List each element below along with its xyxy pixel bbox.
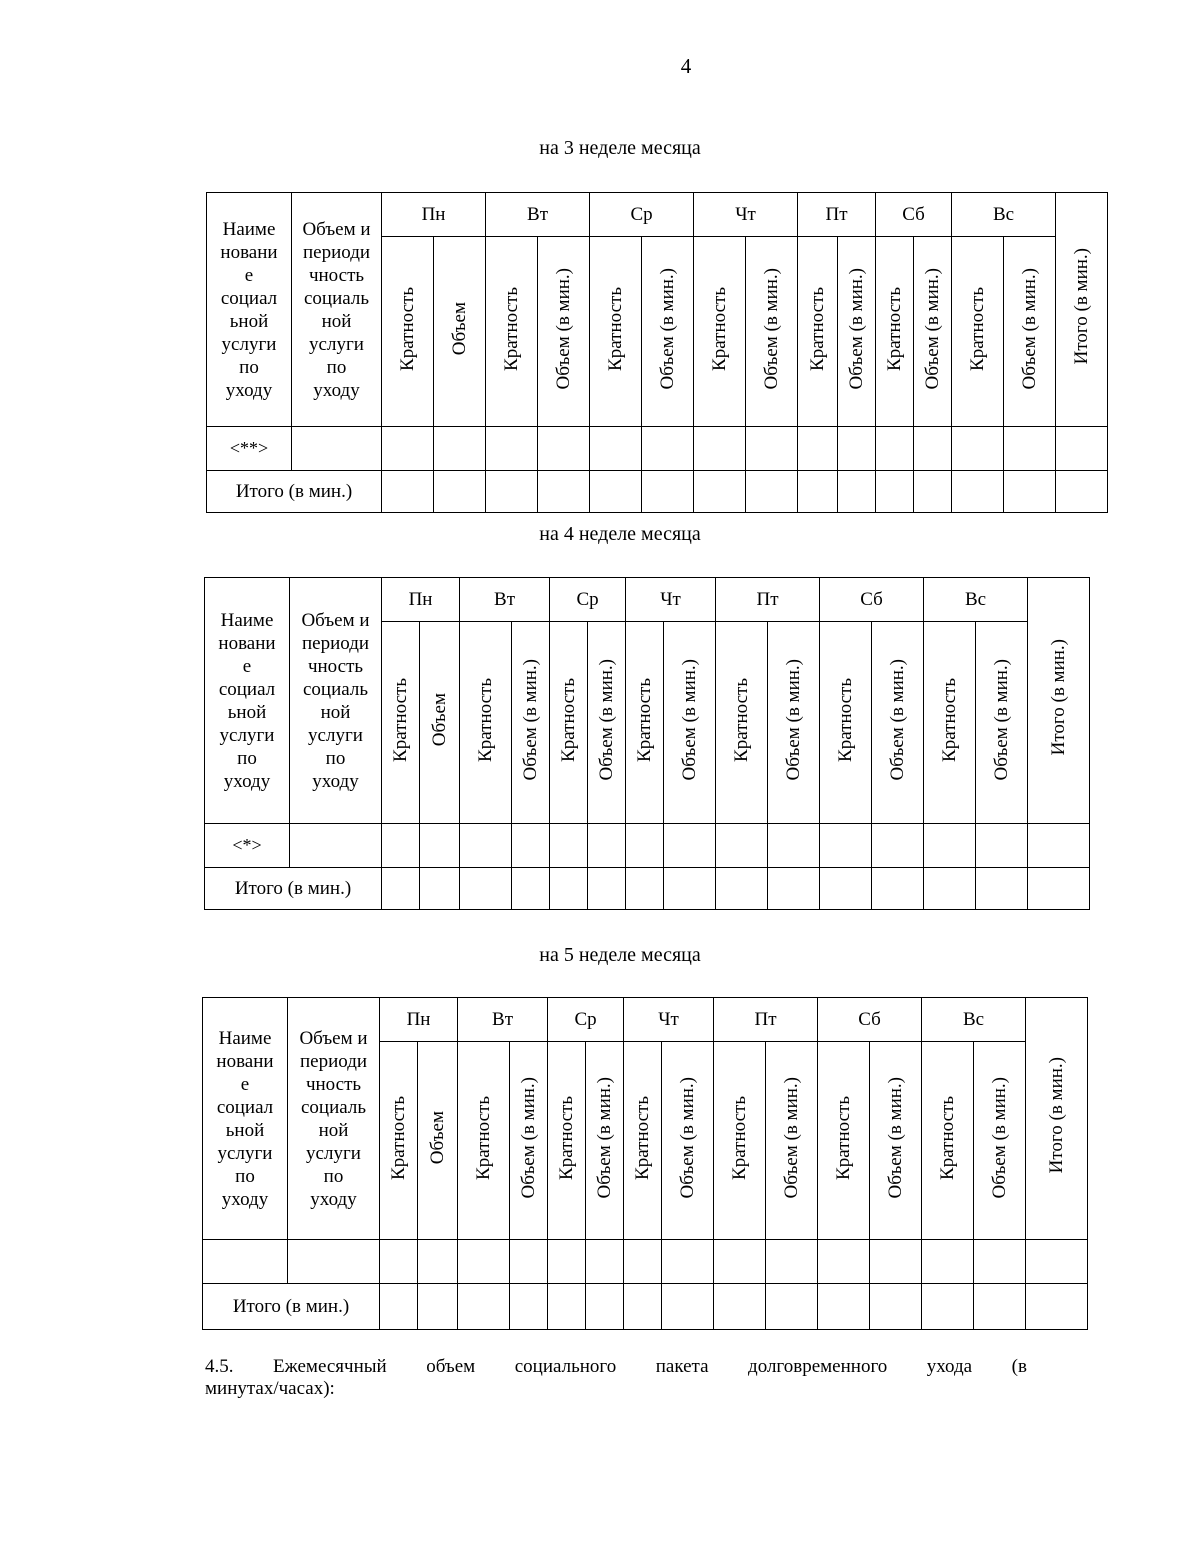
service-name-cell (203, 1240, 288, 1284)
subheader-volume (662, 1042, 714, 1240)
vertical-header-text: Кратность (938, 677, 960, 762)
subheader-frequency (798, 237, 838, 427)
header-text-line: чность (307, 655, 364, 677)
empty-cell (694, 427, 746, 471)
day-header: Вт (486, 193, 590, 237)
empty-cell (418, 1284, 458, 1330)
empty-cell (914, 471, 952, 513)
empty-cell (876, 471, 914, 513)
para-word: объем (426, 1356, 476, 1377)
subheader-volume (588, 622, 626, 824)
vertical-header-text: Кратность (555, 1095, 577, 1180)
service-row (203, 1240, 1088, 1284)
day-header: Чт (626, 578, 716, 622)
vertical-header-text: Объем (в мин.) (780, 1076, 802, 1199)
header-text-line: ной (320, 701, 351, 723)
empty-cell (820, 824, 872, 868)
empty-cell (768, 824, 820, 868)
subheader-volume (510, 1042, 548, 1240)
schedule-table-week-4 (204, 577, 1090, 910)
service-name-cell: <*> (205, 824, 290, 868)
vertical-header-text: Объем (в мин.) (884, 1076, 906, 1199)
empty-cell (664, 824, 716, 868)
empty-cell (380, 1284, 418, 1330)
subheader-volume (586, 1042, 624, 1240)
empty-cell (798, 471, 838, 513)
day-header: Ср (548, 998, 624, 1042)
empty-cell (434, 471, 486, 513)
para-word: пакета (655, 1356, 709, 1377)
vertical-header-text: Объем (в мин.) (760, 267, 782, 390)
day-header: Пн (380, 998, 458, 1042)
column-header-service-name (207, 193, 292, 427)
empty-cell (624, 1284, 662, 1330)
subheader-frequency (922, 1042, 974, 1240)
header-text-line: новани (220, 241, 278, 263)
empty-cell (1004, 471, 1056, 513)
empty-cell (588, 868, 626, 910)
empty-cell (820, 868, 872, 910)
week-3-title: на 3 неделе месяца (539, 137, 701, 159)
subheader-frequency (460, 622, 512, 824)
header-text-line: Объем и (299, 1027, 368, 1049)
subheader-volume (418, 1042, 458, 1240)
empty-cell (458, 1240, 510, 1284)
vertical-header-text: Кратность (474, 677, 496, 762)
day-header: Пт (798, 193, 876, 237)
paragraph-line-1 (205, 1356, 1027, 1378)
header-text-line: по (323, 1165, 344, 1187)
vertical-header-text: Объем (в мин.) (593, 1076, 615, 1199)
vertical-header-text: Итого (в мин.) (1047, 639, 1069, 756)
empty-cell (818, 1240, 870, 1284)
subheader-volume (914, 237, 952, 427)
empty-cell (924, 868, 976, 910)
empty-cell (538, 471, 590, 513)
empty-cell (382, 868, 420, 910)
column-header-volume-periodicity (290, 578, 382, 824)
day-header: Вт (458, 998, 548, 1042)
subheader-frequency (924, 622, 976, 824)
header-row-days (207, 193, 1108, 237)
subheader-frequency (624, 1042, 662, 1240)
paragraph-line-2: минутах/часах): (205, 1378, 335, 1399)
vertical-header-text: Объем (в мин.) (921, 267, 943, 390)
subheader-frequency (714, 1042, 766, 1240)
week-4-title: на 4 неделе месяца (539, 523, 701, 545)
header-text-line: по (237, 747, 257, 769)
empty-cell (486, 427, 538, 471)
empty-cell (872, 824, 924, 868)
subheader-frequency (952, 237, 1004, 427)
empty-cell (512, 824, 550, 868)
empty-cell (838, 471, 876, 513)
day-header: Ср (550, 578, 626, 622)
vertical-header-text: Объем (в мин.) (676, 1076, 698, 1199)
empty-cell (974, 1240, 1026, 1284)
empty-cell (870, 1284, 922, 1330)
empty-cell (550, 824, 588, 868)
empty-cell (486, 471, 538, 513)
subheader-volume (766, 1042, 818, 1240)
day-header: Вт (460, 578, 550, 622)
header-text-line: Объем и (302, 218, 371, 240)
vertical-header-text: Кратность (806, 286, 828, 371)
para-word: социального (514, 1356, 617, 1377)
vertical-header-text: Объем (в мин.) (519, 658, 541, 781)
empty-cell (382, 427, 434, 471)
vertical-header-text: Объем (в мин.) (990, 658, 1012, 781)
vertical-header-text: Объем (в мин.) (595, 658, 617, 781)
header-text-line: по (325, 747, 346, 769)
total-label-cell: Итого (в мин.) (207, 471, 382, 513)
empty-cell (642, 427, 694, 471)
vertical-header-text: Кратность (936, 1095, 958, 1180)
header-text-line: ьной (225, 1119, 265, 1141)
header-text-line: Наиме (222, 218, 276, 240)
subheader-volume (746, 237, 798, 427)
empty-cell (420, 824, 460, 868)
empty-cell (870, 1240, 922, 1284)
subheader-frequency (380, 1042, 418, 1240)
empty-cell (798, 427, 838, 471)
subheader-frequency (458, 1042, 510, 1240)
header-text-line: по (239, 356, 259, 378)
empty-cell (922, 1240, 974, 1284)
empty-cell (420, 868, 460, 910)
para-word: Ежемесячный (273, 1356, 387, 1377)
day-header: Чт (624, 998, 714, 1042)
subheader-frequency (548, 1042, 586, 1240)
header-text-line: уходу (310, 1188, 357, 1210)
empty-cell (1028, 868, 1090, 910)
vertical-header-text: Кратность (834, 677, 856, 762)
empty-cell (292, 427, 382, 471)
empty-cell (290, 824, 382, 868)
header-text-line: периоди (299, 1050, 368, 1072)
subheader-volume (642, 237, 694, 427)
column-header-volume-periodicity (288, 998, 380, 1240)
vertical-header-text: Объем (в мин.) (845, 267, 867, 390)
header-text-line: периоди (302, 241, 371, 263)
empty-cell (1026, 1284, 1088, 1330)
vertical-header-text: Кратность (708, 286, 730, 371)
empty-cell (548, 1240, 586, 1284)
vertical-header-text: Кратность (387, 1095, 409, 1180)
empty-cell (714, 1240, 766, 1284)
total-label-cell: Итого (в мин.) (203, 1284, 380, 1330)
empty-cell (768, 868, 820, 910)
empty-cell (550, 868, 588, 910)
vertical-header-text: Кратность (883, 286, 905, 371)
week-5-title: на 5 неделе месяца (539, 944, 701, 966)
paragraph-4-5 (205, 1356, 1027, 1400)
subheader-frequency (626, 622, 664, 824)
subheader-volume (434, 237, 486, 427)
vertical-header-text: Кратность (966, 286, 988, 371)
subheader-frequency (486, 237, 538, 427)
column-header-volume-periodicity (292, 193, 382, 427)
empty-cell (766, 1284, 818, 1330)
page-number: 4 (680, 54, 692, 78)
empty-cell (974, 1284, 1026, 1330)
empty-cell (512, 868, 550, 910)
empty-cell (1056, 427, 1108, 471)
empty-cell (382, 824, 420, 868)
header-text-line: ной (321, 310, 352, 332)
subheader-volume (512, 622, 550, 824)
empty-cell (716, 824, 768, 868)
column-header-service-name (203, 998, 288, 1240)
subheader-volume (664, 622, 716, 824)
para-word: ухода (926, 1356, 973, 1377)
header-text-line: уходу (312, 770, 359, 792)
vertical-header-text: Кратность (604, 286, 626, 371)
header-text-line: услуги (309, 333, 364, 355)
service-name-cell: <**> (207, 427, 292, 471)
subheader-volume (1004, 237, 1056, 427)
empty-cell (746, 471, 798, 513)
day-header: Сб (876, 193, 952, 237)
day-header: Вс (924, 578, 1028, 622)
column-header-total (1026, 998, 1088, 1240)
vertical-header-text: Объем (в мин.) (988, 1076, 1010, 1199)
subheader-volume (538, 237, 590, 427)
header-text-line: Наиме (220, 609, 274, 631)
header-text-line: по (235, 1165, 255, 1187)
empty-cell (922, 1284, 974, 1330)
header-text-line: услуги (221, 333, 277, 355)
empty-cell (872, 868, 924, 910)
empty-cell (382, 471, 434, 513)
empty-cell (746, 427, 798, 471)
empty-cell (1026, 1240, 1088, 1284)
header-text-line: услуги (217, 1142, 273, 1164)
header-text-line: уходу (223, 770, 271, 792)
header-row-days (203, 998, 1088, 1042)
day-header: Сб (818, 998, 922, 1042)
vertical-header-text: Объем (в мин.) (678, 658, 700, 781)
vertical-header-text: Объем (448, 301, 470, 356)
vertical-header-text: Кратность (728, 1095, 750, 1180)
day-header: Чт (694, 193, 798, 237)
vertical-header-text: Итого (в мин.) (1045, 1057, 1067, 1174)
header-text-line: Объем и (301, 609, 370, 631)
empty-cell (510, 1284, 548, 1330)
vertical-header-text: Кратность (389, 677, 411, 762)
empty-cell (662, 1240, 714, 1284)
para-word: 4.5. (205, 1356, 234, 1377)
total-row (203, 1284, 1088, 1330)
empty-cell (714, 1284, 766, 1330)
column-header-total (1028, 578, 1090, 824)
subheader-volume (974, 1042, 1026, 1240)
header-text-line: е (240, 1073, 250, 1095)
empty-cell (766, 1240, 818, 1284)
day-header: Пн (382, 578, 460, 622)
header-text-line: услуги (219, 724, 275, 746)
empty-cell (586, 1284, 624, 1330)
vertical-header-text: Итого (в мин.) (1070, 248, 1092, 365)
empty-cell (288, 1240, 380, 1284)
empty-cell (952, 471, 1004, 513)
vertical-header-text: Кратность (631, 1095, 653, 1180)
empty-cell (1004, 427, 1056, 471)
subheader-volume (768, 622, 820, 824)
total-row (207, 471, 1108, 513)
empty-cell (642, 471, 694, 513)
empty-cell (976, 868, 1028, 910)
day-header: Пт (716, 578, 820, 622)
header-text-line: ьной (229, 310, 269, 332)
empty-cell (418, 1240, 458, 1284)
header-text-line: уходу (313, 379, 360, 401)
header-text-line: социаль (300, 1096, 366, 1118)
header-text-line: ной (318, 1119, 349, 1141)
subheader-volume (870, 1042, 922, 1240)
vertical-header-text: Объем (426, 1110, 448, 1165)
service-row (205, 824, 1090, 868)
vertical-header-text: Объем (в мин.) (782, 658, 804, 781)
service-row (207, 427, 1108, 471)
day-header: Вс (922, 998, 1026, 1042)
header-text-line: уходу (221, 1188, 269, 1210)
subheader-volume (976, 622, 1028, 824)
header-text-line: социаль (303, 287, 369, 309)
header-text-line: новани (218, 632, 276, 654)
empty-cell (976, 824, 1028, 868)
day-header: Пн (382, 193, 486, 237)
column-header-service-name (205, 578, 290, 824)
vertical-header-text: Объем (в мин.) (517, 1076, 539, 1199)
empty-cell (876, 427, 914, 471)
header-text-line: новани (216, 1050, 274, 1072)
header-text-line: социал (218, 678, 276, 700)
empty-cell (380, 1240, 418, 1284)
total-row (205, 868, 1090, 910)
vertical-header-text: Объем (в мин.) (656, 267, 678, 390)
empty-cell (626, 824, 664, 868)
empty-cell (624, 1240, 662, 1284)
header-text-line: е (244, 264, 254, 286)
empty-cell (838, 427, 876, 471)
column-header-total (1056, 193, 1108, 427)
subheader-volume (872, 622, 924, 824)
empty-cell (818, 1284, 870, 1330)
header-text-line: по (326, 356, 347, 378)
subheader-volume (838, 237, 876, 427)
header-row-days (205, 578, 1090, 622)
header-text-line: уходу (225, 379, 273, 401)
subheader-volume (420, 622, 460, 824)
header-text-line: социал (216, 1096, 274, 1118)
total-label-cell: Итого (в мин.) (205, 868, 382, 910)
vertical-header-text: Объем (в мин.) (886, 658, 908, 781)
subheader-frequency (716, 622, 768, 824)
empty-cell (434, 427, 486, 471)
empty-cell (1028, 824, 1090, 868)
header-text-line: услуги (306, 1142, 361, 1164)
day-header: Пт (714, 998, 818, 1042)
day-header: Сб (820, 578, 924, 622)
para-word: (в (1011, 1356, 1027, 1377)
vertical-header-text: Кратность (396, 286, 418, 371)
empty-cell (1056, 471, 1108, 513)
empty-cell (588, 824, 626, 868)
subheader-frequency (876, 237, 914, 427)
empty-cell (590, 427, 642, 471)
empty-cell (662, 1284, 714, 1330)
header-text-line: е (242, 655, 252, 677)
empty-cell (924, 824, 976, 868)
header-text-line: социаль (302, 678, 368, 700)
subheader-frequency (382, 622, 420, 824)
subheader-frequency (818, 1042, 870, 1240)
schedule-table-week-5 (202, 997, 1088, 1330)
empty-cell (538, 427, 590, 471)
vertical-header-text: Кратность (633, 677, 655, 762)
day-header: Ср (590, 193, 694, 237)
day-header: Вс (952, 193, 1056, 237)
empty-cell (460, 824, 512, 868)
empty-cell (952, 427, 1004, 471)
empty-cell (458, 1284, 510, 1330)
empty-cell (914, 427, 952, 471)
header-text-line: чность (308, 264, 365, 286)
subheader-frequency (550, 622, 588, 824)
header-text-line: услуги (308, 724, 363, 746)
vertical-header-text: Кратность (832, 1095, 854, 1180)
subheader-frequency (382, 237, 434, 427)
vertical-header-text: Кратность (557, 677, 579, 762)
para-word: долговременного (748, 1356, 888, 1377)
empty-cell (664, 868, 716, 910)
vertical-header-text: Кратность (730, 677, 752, 762)
empty-cell (694, 471, 746, 513)
empty-cell (716, 868, 768, 910)
header-text-line: социал (220, 287, 278, 309)
vertical-header-text: Объем (428, 692, 450, 747)
empty-cell (586, 1240, 624, 1284)
header-text-line: Наиме (218, 1027, 272, 1049)
subheader-frequency (590, 237, 642, 427)
header-text-line: чность (305, 1073, 362, 1095)
header-text-line: ьной (227, 701, 267, 723)
vertical-header-text: Объем (в мин.) (1018, 267, 1040, 390)
empty-cell (548, 1284, 586, 1330)
empty-cell (460, 868, 512, 910)
header-text-line: периоди (301, 632, 370, 654)
vertical-header-text: Кратность (472, 1095, 494, 1180)
subheader-frequency (694, 237, 746, 427)
schedule-table-week-3 (206, 192, 1108, 513)
vertical-header-text: Объем (в мин.) (552, 267, 574, 390)
empty-cell (590, 471, 642, 513)
vertical-header-text: Кратность (500, 286, 522, 371)
empty-cell (626, 868, 664, 910)
empty-cell (510, 1240, 548, 1284)
subheader-frequency (820, 622, 872, 824)
